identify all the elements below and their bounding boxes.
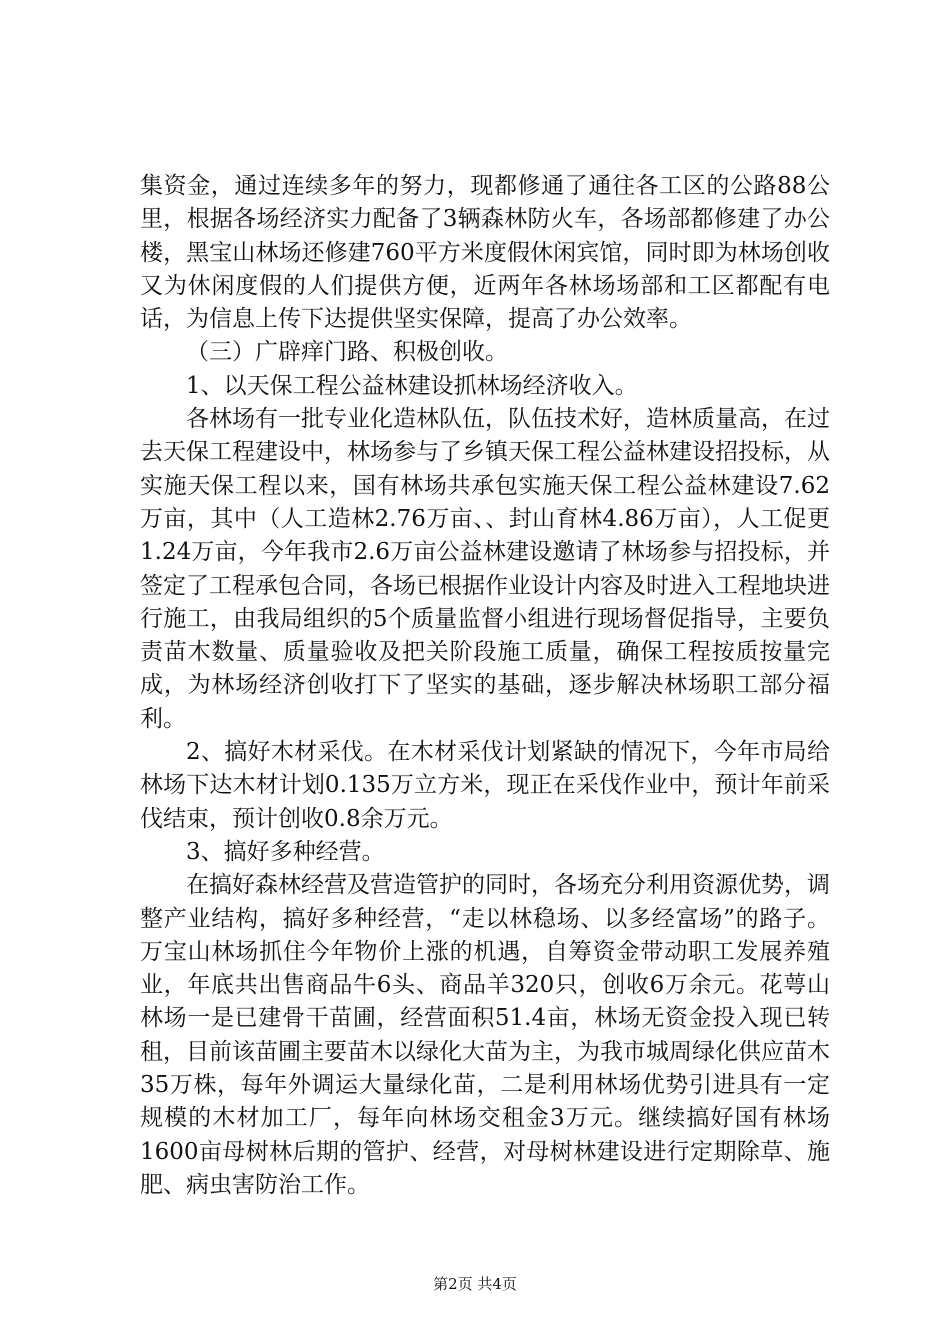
body-text <box>140 170 830 1202</box>
subheading-diversified-business: 3、搞好多种经营。 <box>186 838 385 865</box>
paragraph-public-forest: 各林场有一批专业化造林队伍，队伍技术好，造林质量高，在过去天保工程建设中，林场参与了乡镇天保工程公益林建设招投标，从实施天保工程以来，国有林场共承包实施天保工程公益林建设7.62万亩，其中（人工造林2.76万亩、、封山育林4.86万亩），人工促更1.24万亩，今年我市2.6万亩公益林建设邀请了林场参与招投标，并签定了工程承包合同，各场已根据作业设计内容及时进入工程地块进行施工，由我局组织的5个质量监督小组进行现场督促指导，主要负责苗木数量、质量验收及把关阶段施工质量，确保工程按质按量完成，为林场经济创收打下了坚实的基础，逐步解决林场职工部分福利。 <box>140 406 830 732</box>
paragraph-diversified-business: 在搞好森林经营及营造管护的同时，各场充分利用资源优势，调整产业结构，搞好多种经营，“走以林稳场、以多经富场”的路子。万宝山林场抓住今年物价上涨的机遇，自筹资金带动职工发展养殖业，年底共出售商品牛6头、商品羊320只，创收6万余元。花萼山林场一是已建骨干苗圃，经营面积51.4亩，林场无资金投入现已转租，目前该苗圃主要苗木以绿化大苗为主，为我市城周绿化供应苗木35万株，每年外调运大量绿化苗，二是利用林场优势引进具有一定规模的木材加工厂，每年向林场交租金3万元。继续搞好国有林场1600亩母树林后期的管护、经营，对母树林建设进行定期除草、施肥、病虫害防治工作。 <box>140 872 830 1198</box>
section-heading-income: （三）广辟痒门路、积极创收。 <box>186 339 508 366</box>
paragraph-timber-harvest: 2、搞好木材采伐。在木材采伐计划紧缺的情况下，今年市局给林场下达木材计划0.135万立方米，现正在采伐作业中，预计年前采伐结束，预计创收0.8余万元。 <box>140 739 830 832</box>
subheading-public-forest: 1、以天保工程公益林建设抓林场经济收入。 <box>186 372 638 399</box>
page-number-footer: 第2页 共4页 <box>433 1275 517 1293</box>
paragraph-funding-roads: 集资金，通过连续多年的努力，现都修通了通往各工区的公路88公里，根据各场经济实力配备了3辆森林防火车，各场部都修建了办公楼，黑宝山林场还修建760平方米度假休闲宾馆，同时即为林场创收又为休闲度假的人们提供方便，近两年各林场场部和工区都配有电话，为信息上传下达提供坚实保障，提高了办公效率。 <box>140 173 830 333</box>
